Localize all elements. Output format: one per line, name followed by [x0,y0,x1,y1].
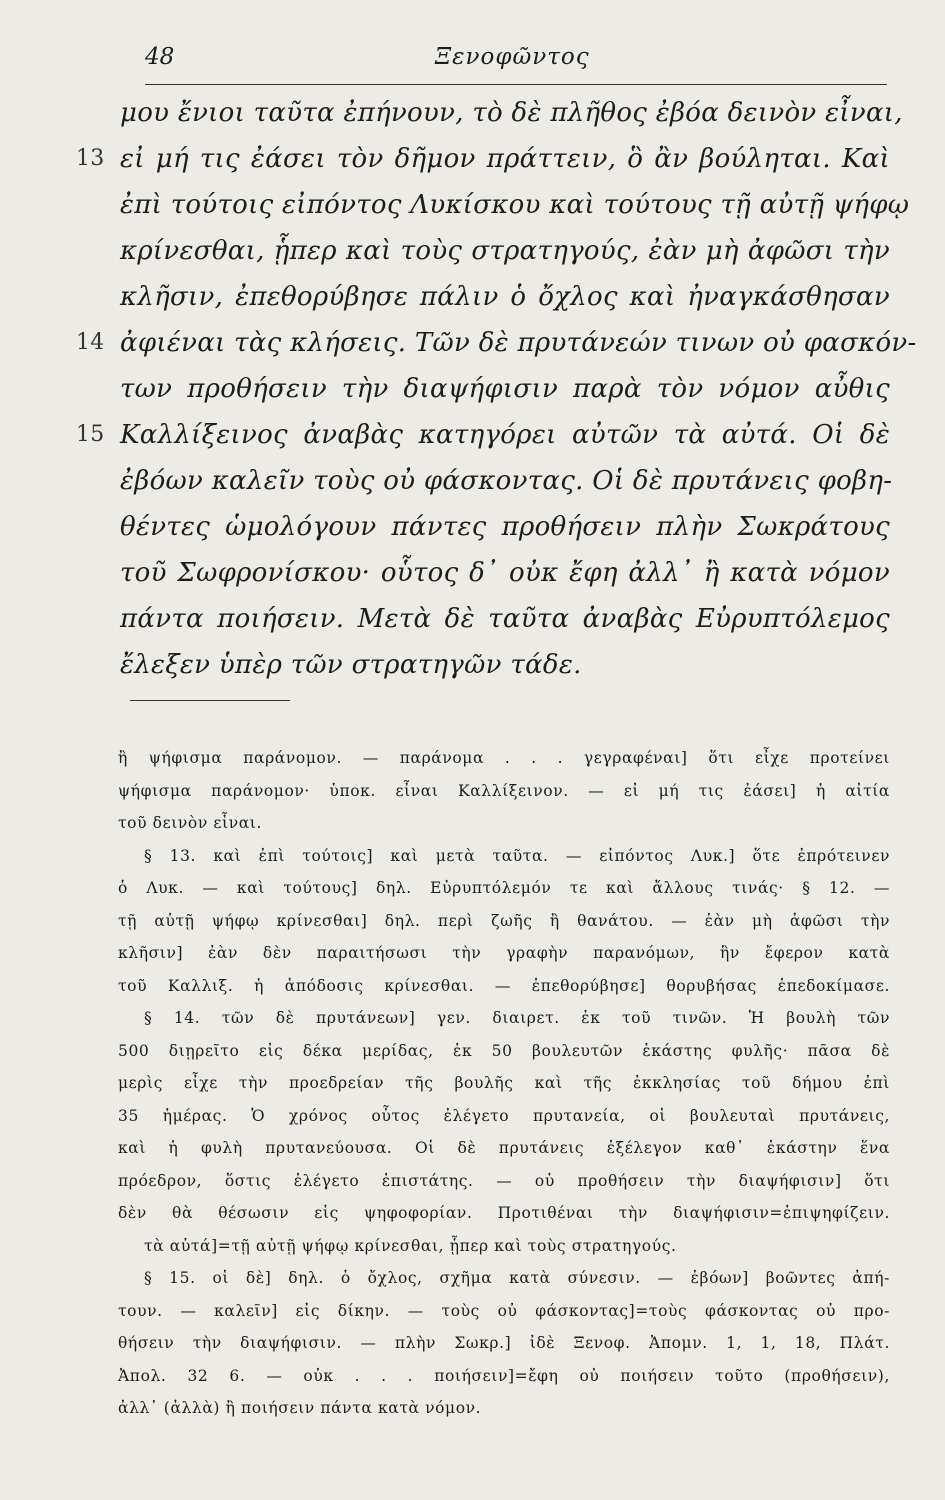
note-line: ἀλλ᾽ (ἀλλὰ) ἢ ποιήσειν πάντα κατὰ νόμον. [118,1399,482,1417]
text-line [120,90,903,136]
line-text: τοῦ Σωφρονίσκου· οὗτος δ᾽ οὐκ ἔφη ἀλλ᾽ ἢ κατὰ νόμον [120,558,890,588]
note-line: 35 ἡμέρας. Ὁ χρόνος οὗτος ἐλέγετο πρυτανεία, οἱ βουλευταὶ πρυτάνεις, [118,1106,890,1125]
note-line: θήσειν τὴν διαψήφισιν. — πλὴν Σωκρ.] ἰδὲ Ξενοφ. Ἀπομν. 1, 1, 18, Πλάτ. [118,1334,890,1352]
section-number: 13 [76,146,105,171]
note-line: ψήφισμα παράνομον· ὑποκ. εἶναι Καλλίξεινον. — εἰ μή τις ἐάσει] ἡ αἰτία [118,781,890,800]
text-line [120,228,890,274]
note-line: Ἀπολ. 32 6. — οὐκ . . . ποιήσειν]=ἔφη οὐ ποιήσειν τοῦτο (προθήσειν), [118,1366,890,1385]
note-line: τὰ αὐτά]=τῇ αὐτῇ ψήφῳ κρίνεσθαι, ᾗπερ καὶ τοὺς στρατηγούς. [144,1236,677,1255]
note-line: τοῦ Καλλιξ. ἡ ἀπόδοσις κρίνεσθαι. — ἐπεθορύβησε] θορυβήσας ἐπεδοκίμασε. [118,976,890,995]
text-line [120,596,890,642]
line-text: ἐπὶ τούτοις εἰπόντος Λυκίσκου καὶ τούτους τῇ αὐτῇ ψήφῳ [120,190,910,220]
note-line: τουν. — καλεῖν] εἰς δίκην. — τοὺς οὐ φάσκοντας]=τοὺς φάσκοντας οὐ προ- [118,1301,890,1320]
section-number: 15 [76,422,105,447]
note-line: δὲν θὰ θέσωσιν εἰς ψηφοφορίαν. Προτιθέναι τὴν διαψήφισιν=ἐπιψηφίζειν. [118,1204,890,1222]
text-line [120,642,890,688]
text-line [120,366,890,412]
note-line: μερὶς εἶχε τὴν προεδρείαν τῆς βουλῆς καὶ τῆς ἐκκλησίας τοῦ δήμου ἐπὶ [118,1074,890,1092]
running-title: Ξενοφῶντος [435,44,590,70]
line-text: ἐβόων καλεῖν τοὺς οὐ φάσκοντας. Οἱ δὲ πρυτάνεις φοβη- [120,466,893,496]
line-text: θέντες ὡμολόγουν πάντες προθήσειν πλὴν Σωκράτους [120,512,890,542]
note-line: ὁ Λυκ. — καὶ τούτους] δηλ. Εὐρυπτόλεμόν τε καὶ ἄλλους τινάς· § 12. — [118,879,890,897]
line-text: Καλλίξεινος ἀναβὰς κατηγόρει αὐτῶν τὰ αὐτά. Οἱ δὲ [120,420,890,450]
line-text: ἀφιέναι τὰς κλήσεις. Τῶν δὲ πρυτάνεών τινων οὐ φασκόν- [120,328,917,358]
note-line: § 14. τῶν δὲ πρυτάνεων] γεν. διαιρετ. ἐκ τοῦ τινῶν. Ἡ βουλὴ τῶν [144,1009,890,1027]
line-text: μου ἔνιοι ταῦτα ἐπήνουν, τὸ δὲ πλῆθος ἐβόα δεινὸν εἶναι, [120,98,903,128]
line-text: ἔλεξεν ὑπὲρ τῶν στρατηγῶν τάδε. [120,650,582,680]
note-line: καὶ ἡ φυλὴ πρυτανεύουσα. Οἱ δὲ πρυτάνεις ἐξέλεγον καθ᾽ ἑκάστην ἕνα [118,1139,890,1157]
footnote-divider [130,700,290,701]
line-text: πάντα ποιήσειν. Μετὰ δὲ ταῦτα ἀναβὰς Εὐρυπτόλεμος [120,604,890,634]
note-line: 500 διῃρεῖτο εἰς δέκα μερίδας, ἐκ 50 βουλευτῶν ἑκάστης φυλῆς· πᾶσα δὲ [118,1041,890,1060]
text-line [120,504,890,550]
line-text: των προθήσειν τὴν διαψήφισιν παρὰ τὸν νόμον αὖθις [120,374,890,404]
note-line: τῇ αὐτῇ ψήφῳ κρίνεσθαι] δηλ. περὶ ζωῆς ἢ θανάτου. — ἐὰν μὴ ἀφῶσι τὴν [118,911,890,930]
note-line: πρόεδρον, ὅστις ἐλέγετο ἐπιστάτης. — οὐ προθήσειν τὴν διαψήφισιν] ὅτι [118,1171,890,1190]
note-line: τοῦ δεινὸν εἶναι. [118,814,263,832]
line-text: εἰ μή τις ἐάσει τὸν δῆμον πράττειν, ὃ ἂν βούληται. Καὶ [120,144,890,174]
text-line [120,550,890,596]
note-line: § 15. οἱ δὲ] δηλ. ὁ ὄχλος, σχῆμα κατὰ σύνεσιν. — ἐβόων] βοῶντες ἀπή- [144,1269,890,1287]
text-line [120,274,890,320]
commentary-notes [118,742,890,1425]
note-line: ἢ ψήφισμα παράνομον. — παράνομα . . . γεγραφέναι] ὅτι εἶχε προτείνει [118,749,890,767]
page-header [145,44,887,85]
line-text: κρίνεσθαι, ᾗπερ καὶ τοὺς στρατηγούς, ἐὰν μὴ ἀφῶσι τὴν [120,236,890,266]
text-line [120,458,893,504]
page-number: 48 [145,44,175,70]
line-text: κλῆσιν, ἐπεθορύβησε πάλιν ὁ ὄχλος καὶ ἠναγκάσθησαν [120,282,890,312]
text-line [120,182,910,228]
text-line [76,136,890,182]
note-line: § 13. καὶ ἐπὶ τούτοις] καὶ μετὰ ταῦτα. — εἰπόντος Λυκ.] ὅτε ἐπρότεινεν [144,846,890,865]
note-line: κλῆσιν] ἐὰν δὲν παραιτήσωσι τὴν γραφὴν παρανόμων, ἣν ἔφερον κατὰ [118,944,890,962]
text-line [76,320,917,366]
text-line [76,412,890,458]
main-text [76,90,917,688]
section-number: 14 [76,330,105,355]
